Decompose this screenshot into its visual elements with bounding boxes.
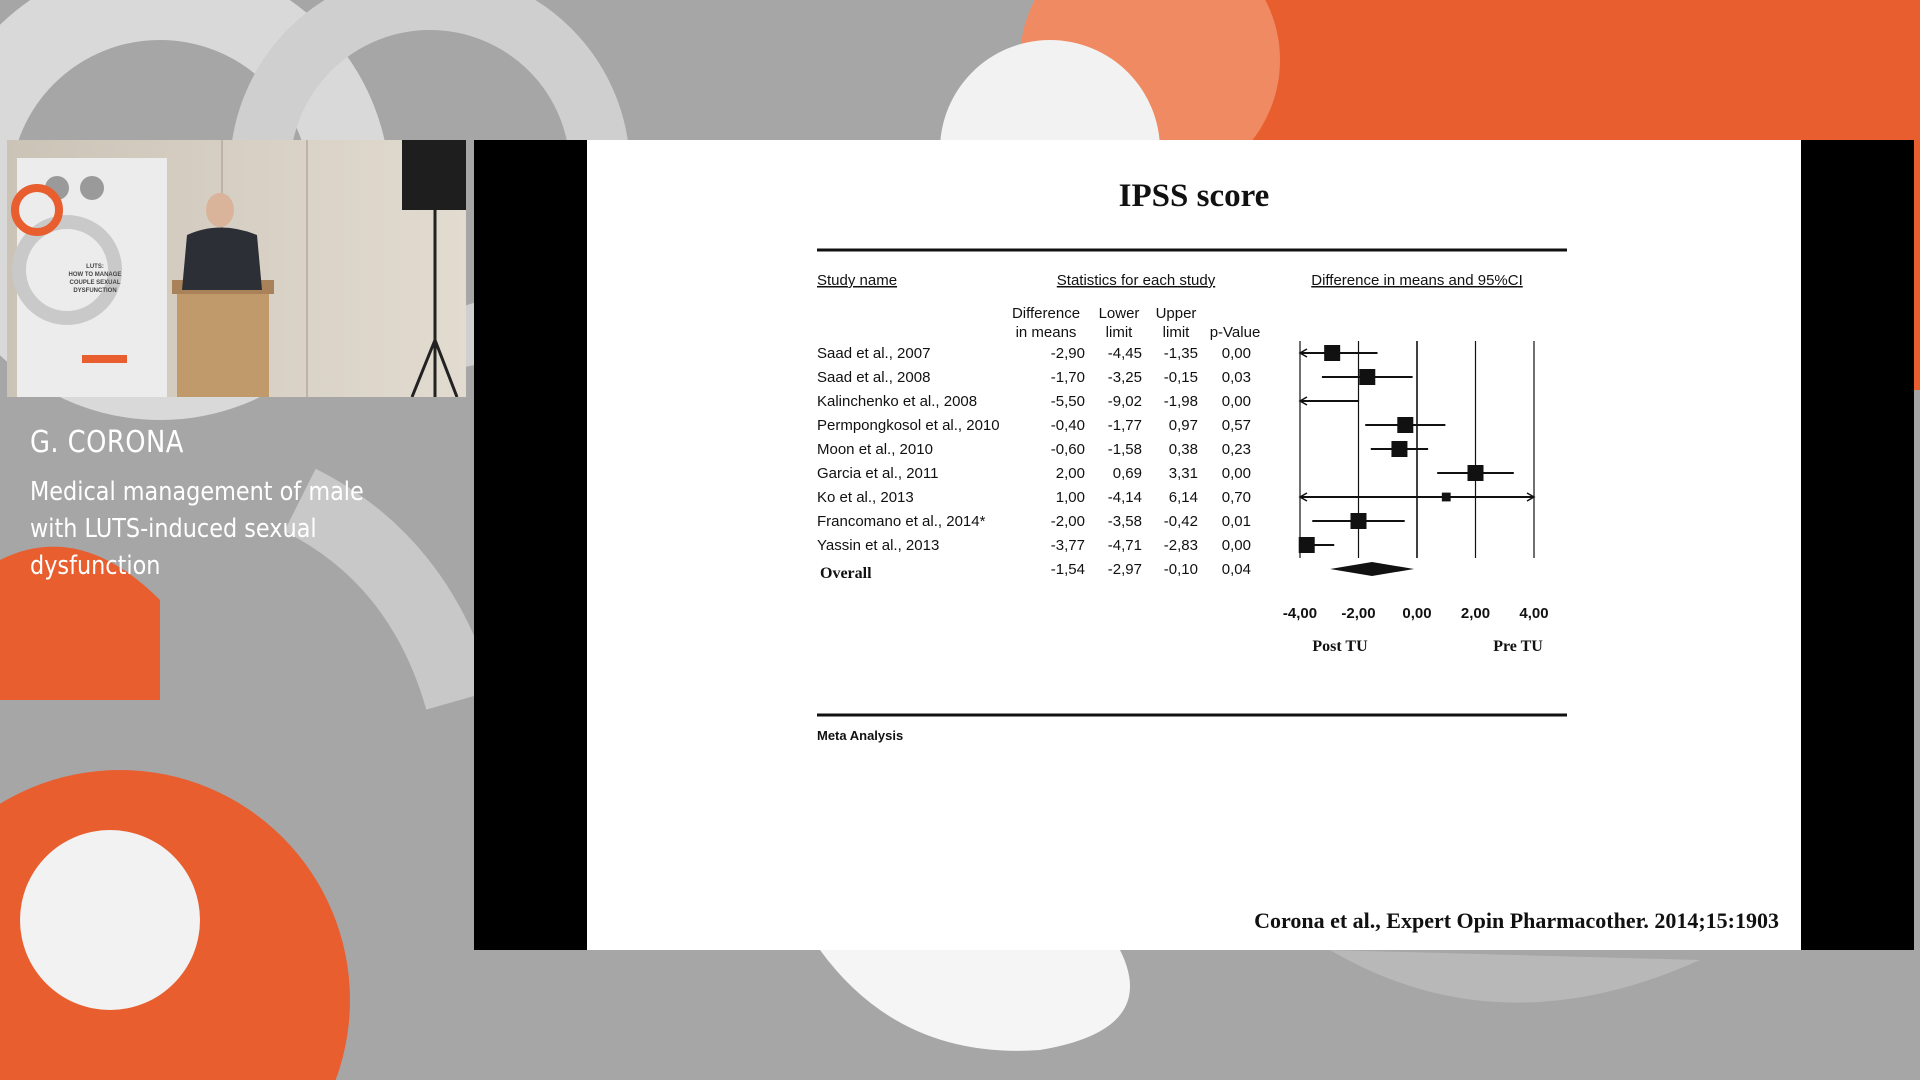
- effect-square: [1397, 417, 1413, 433]
- p-value: 0,00: [1221, 393, 1251, 410]
- lower-value: 0,69: [1112, 465, 1142, 482]
- upper-value: 6,14: [1168, 489, 1198, 506]
- banner-line-3: COUPLE SEXUAL: [69, 280, 121, 286]
- lower-value: -4,14: [1107, 489, 1142, 506]
- study-name: Francomano et al., 2014*: [817, 513, 986, 530]
- speaker-name: G. CORONA: [30, 425, 184, 460]
- overall-diamond: [1330, 562, 1414, 576]
- p-value: 0,01: [1221, 513, 1251, 530]
- effect-square: [1468, 465, 1484, 481]
- p-value: 0,23: [1221, 441, 1251, 458]
- p-value: 0,00: [1221, 465, 1251, 482]
- lower-value: -9,02: [1107, 393, 1142, 410]
- study-name: Kalinchenko et al., 2008: [817, 393, 978, 410]
- header-plot-group: Difference in means and 95%CI: [1311, 272, 1523, 289]
- p-value: 0,00: [1221, 345, 1251, 362]
- diff-value: -0,40: [1050, 417, 1085, 434]
- slide-title: IPSS score: [1118, 178, 1270, 214]
- study-name: Garcia et al., 2011: [817, 465, 939, 482]
- p-value: 0,70: [1221, 489, 1251, 506]
- effect-square: [1299, 537, 1315, 553]
- lower-value: -4,71: [1107, 537, 1142, 554]
- talk-title-line-1: Medical management of male: [30, 477, 364, 507]
- header-pvalue: p-Value: [1209, 324, 1261, 341]
- forest-plot: [817, 245, 1572, 775]
- study-name: Saad et al., 2007: [817, 345, 931, 362]
- x-tick-label: 0,00: [1402, 605, 1432, 622]
- x-tick-label: 4,00: [1519, 605, 1549, 622]
- diff-value: -5,50: [1050, 393, 1085, 410]
- diff-value: 2,00: [1055, 465, 1085, 482]
- lower-value: -4,45: [1107, 345, 1142, 362]
- diff-value: -3,77: [1050, 537, 1085, 554]
- x-tick-label: 2,00: [1460, 605, 1491, 622]
- effect-square: [1359, 369, 1375, 385]
- lower-value: -2,97: [1107, 561, 1142, 578]
- axis-right-label: Pre TU: [1493, 638, 1543, 655]
- diff-value: -1,70: [1050, 369, 1085, 386]
- speaker-figure: [206, 193, 234, 227]
- study-name: Moon et al., 2010: [817, 441, 933, 458]
- header-upper-1: Upper: [1155, 305, 1197, 322]
- upper-value: -2,83: [1163, 537, 1198, 554]
- study-name: Yassin et al., 2013: [817, 537, 940, 554]
- header-diff-2: in means: [1015, 324, 1077, 341]
- header-lower-2: limit: [1105, 324, 1133, 341]
- plot-area: [1283, 341, 1549, 622]
- banner-line-1: LUTS:: [86, 264, 104, 270]
- diff-value: -2,00: [1050, 513, 1085, 530]
- citation: Corona et al., Expert Opin Pharmacother. 2014;15:1903: [1254, 908, 1779, 933]
- study-rows: [817, 345, 1251, 582]
- header-study-name: Study name: [817, 272, 898, 289]
- effect-square: [1442, 493, 1451, 502]
- speaker-video[interactable]: [7, 140, 466, 397]
- upper-value: 0,38: [1168, 441, 1198, 458]
- loudspeaker: [402, 140, 466, 210]
- upper-value: 3,31: [1168, 465, 1198, 482]
- video-frame: [7, 140, 466, 397]
- p-value: 0,00: [1221, 537, 1251, 554]
- study-name: Ko et al., 2013: [817, 489, 914, 506]
- x-tick-label: -2,00: [1341, 605, 1376, 622]
- effect-square: [1324, 345, 1340, 361]
- podium: [177, 290, 269, 397]
- x-tick-label: -4,00: [1282, 605, 1318, 622]
- study-name: Overall: [820, 565, 872, 582]
- header-diff-1: Difference: [1011, 305, 1081, 322]
- lower-value: -3,58: [1107, 513, 1142, 530]
- lower-value: -1,77: [1107, 417, 1142, 434]
- header-lower-1: Lower: [1098, 305, 1140, 322]
- talk-title-line-3: dysfunction: [30, 551, 161, 581]
- effect-square: [1351, 513, 1367, 529]
- diff-value: -0,60: [1050, 441, 1085, 458]
- lower-value: -1,58: [1107, 441, 1142, 458]
- header-stats-group: Statistics for each study: [1056, 272, 1216, 289]
- talk-title-line-2: with LUTS-induced sexual: [30, 514, 317, 544]
- header-upper-2: limit: [1162, 324, 1190, 341]
- upper-value: 0,97: [1168, 417, 1198, 434]
- diff-value: 1,00: [1055, 489, 1085, 506]
- upper-value: -1,35: [1163, 345, 1198, 362]
- p-value: 0,03: [1221, 369, 1251, 386]
- upper-value: -1,98: [1163, 393, 1198, 410]
- study-name: Permpongkosol et al., 2010: [817, 417, 1000, 434]
- talk-title: [30, 474, 451, 585]
- banner-line-4: DYSFUNCTION: [73, 288, 117, 294]
- diff-value: -1,54: [1050, 561, 1085, 578]
- slide-frame: [474, 140, 1914, 950]
- upper-value: -0,10: [1163, 561, 1198, 578]
- lower-value: -3,25: [1107, 369, 1142, 386]
- study-name: Saad et al., 2008: [817, 369, 931, 386]
- diff-value: -2,90: [1050, 345, 1085, 362]
- slide: [587, 140, 1801, 950]
- banner-line-2: HOW TO MANAGE: [68, 272, 122, 278]
- upper-value: -0,15: [1163, 369, 1198, 386]
- effect-square: [1391, 441, 1407, 457]
- p-value: 0,57: [1221, 417, 1251, 434]
- upper-value: -0,42: [1163, 513, 1198, 530]
- footer-label: Meta Analysis: [817, 728, 904, 743]
- p-value: 0,04: [1221, 561, 1251, 578]
- speaker-caption: [30, 425, 520, 585]
- axis-left-label: Post TU: [1312, 638, 1368, 655]
